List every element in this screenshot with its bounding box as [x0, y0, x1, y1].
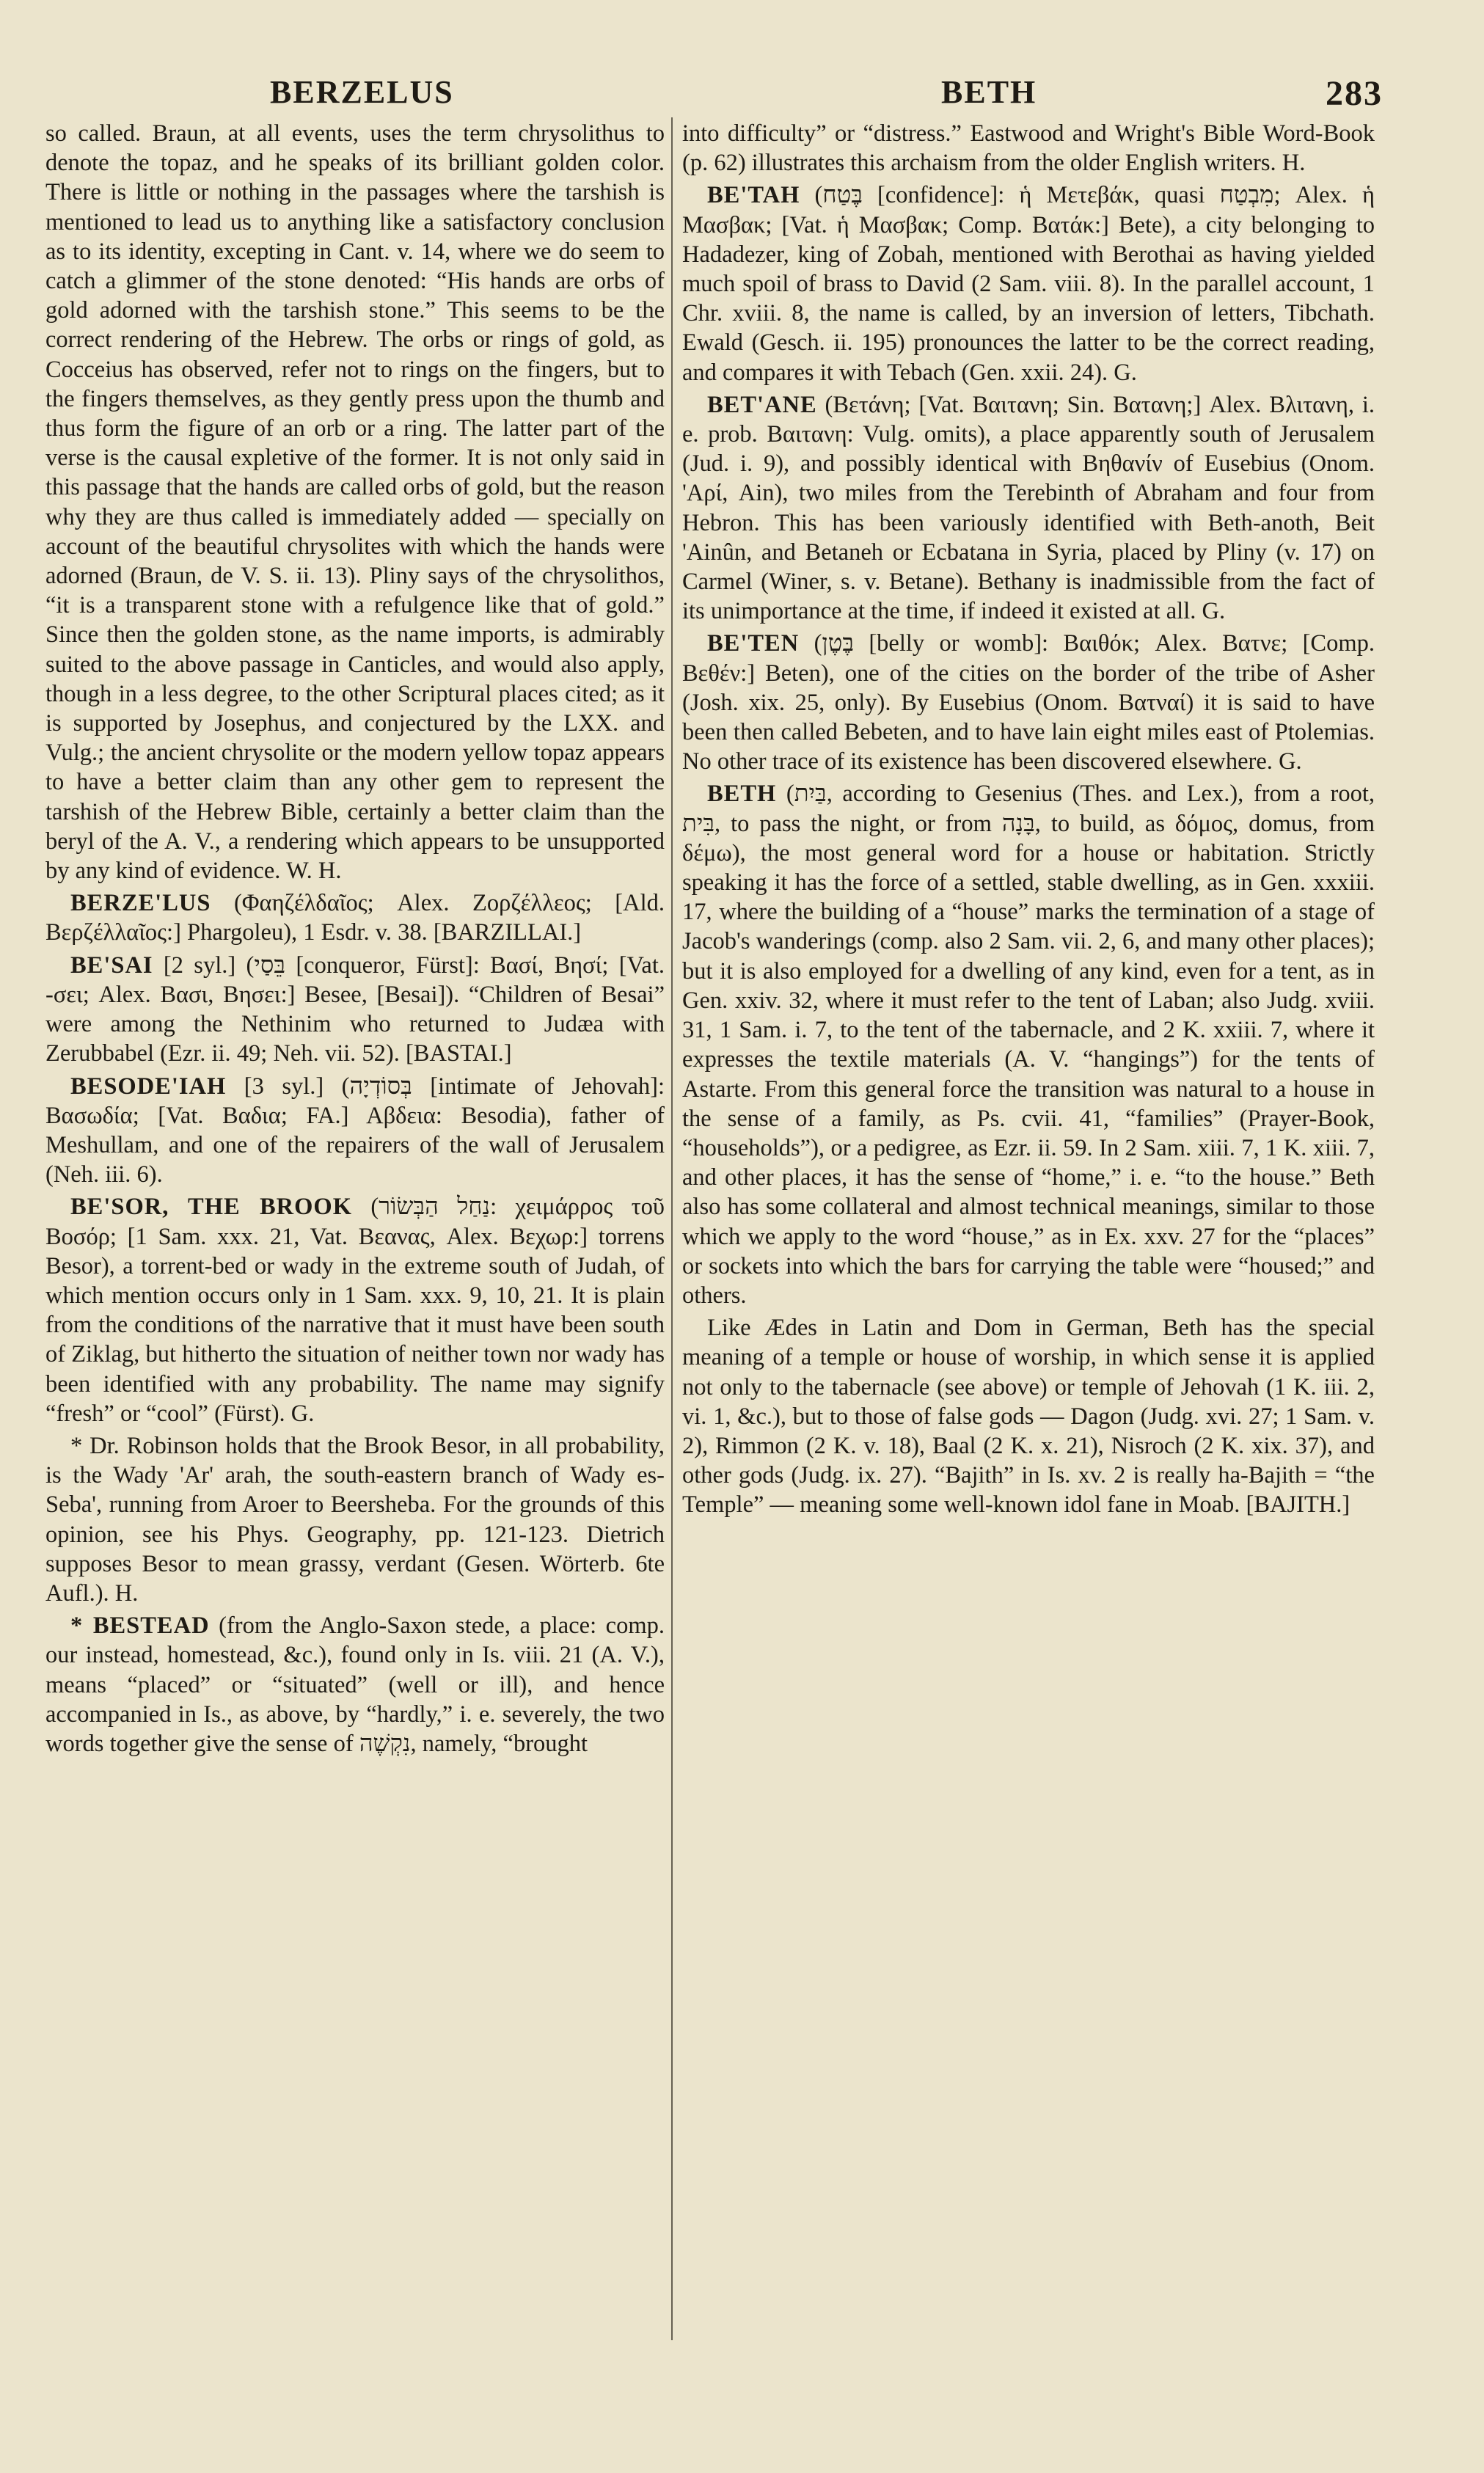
entry-signature: G.: [290, 1400, 315, 1427]
entry-besor-note: [45, 1431, 665, 1608]
column-rule: [671, 117, 673, 2340]
entry-signature: H.: [1282, 150, 1306, 177]
entry-text: into difficulty” or “distress.” Eastwood and Wright's Bible Word-Book (p. 62) illustrates this archaism from the older English writers.: [682, 120, 1375, 177]
entry-text: Like Ædes in Latin and Dom in German, Beth has the special meaning of a temple or house of worship, in which sense it is applied not only to the tabernacle (see above) or temple of Jehovah (1 K. iii. 2, vi. 1, &c.), but to those of false gods — Dagon (Judg. xvi. 27; 1 Sam. v. 2), Rimmon (2 K. v. 18), Baal (2 K. x. 21), Nisroch (2 K. xix. 37), and other gods (Judg. ix. 27). “Bajith” in Is. xv. 2 is really ha-Bajith = “the Temple” — meaning some well-known idol fane in Moab. [BAJITH.]: [682, 1315, 1375, 1519]
entry-berzelus: [45, 888, 665, 947]
entry-besai: [45, 951, 665, 1069]
entry-signature: G.: [1202, 598, 1226, 625]
entry-headword: BE'TAH: [707, 182, 800, 209]
entry-text: (Βετάνη; [Vat. Βαιτανη; Sin. Βατανη;] Alex. Βλιτανη, i. e. prob. Βαιτανη: Vulg. omits), a place apparently south of Jerusalem (Jud. i. 9), and possibly identical with Βηθανίν of Eusebius (Onom. 'Αρί, Ain), two miles from the Terebinth of Abraham and four from Hebron. This has been variously identified with Beth-anoth, Beit 'Ainûn, and Betaneh or Ecbatana in Syria, placed by Pliny (v. 17) on Carmel (Winer, s. v. Betane). Bethany is inadmissible from the fact of its unimportance at the time, if indeed it existed at all.: [682, 391, 1375, 625]
entry-text: (נַחַל הַבְּשׂוֹר: χειμάρρος τοῦ Βοσόρ; [1 Sam. xxx. 21, Vat. Βεανας, Alex. Βεχωρ:] torrens Besor), a torrent-bed or wady in the extreme south of Judah, of which mention occurs only in 1 Sam. xxx. 9, 10, 21. It is plain from the conditions of the narrative that it must have been south of Ziklag, but hitherto the situation of neither town nor wady has been identified with any probability. The name may signify “fresh” or “cool” (Fürst).: [45, 1194, 665, 1427]
entry-headword: BE'SAI: [70, 951, 153, 979]
right-column: [682, 119, 1375, 1523]
entry-continuation: [45, 119, 665, 885]
entry-text: (בֶּטֶן [belly or womb]: Βαιθόκ; Alex. Βατνε; [Comp. Βεθέν:] Beten), one of the cities on the border of the tribe of Asher (Josh. xix. 25, only). By Eusebius (Onom. Βατναί) it is said to have been then called Bebeten, and to have lain eight miles east of Ptolemias. No other trace of its existence has been discovered elsewhere.: [682, 630, 1375, 775]
entry-signature: W. H.: [285, 858, 342, 885]
entry-signature: H.: [114, 1579, 139, 1607]
entry-besor: [45, 1192, 665, 1428]
entry-headword: BESODE'IAH: [70, 1073, 227, 1100]
entry-beth: [682, 779, 1375, 1310]
running-head-center: BETH: [941, 74, 1037, 110]
entry-headword: BETH: [707, 781, 777, 808]
page-number: 283: [1326, 74, 1383, 113]
entry-text: (בֶּטַח [confidence]: ἡ Μετεβάκ, quasi מִבְטַח; Alex. ἡ Μασβακ; [Vat. ἡ Μασβακ; Comp. Βατάκ:] Bete), a city belonging to Hadadezer, king of Zobah, mentioned with Berothai as having yielded much spoil of brass to David (2 Sam. viii. 8). In the parallel account, 1 Chr. xviii. 8, the name is called, by an inversion of letters, Tibchath. Ewald (Gesch. ii. 195) pronounces the latter to be the correct reading, and compares it with Tebach (Gen. xxii. 24).: [682, 182, 1375, 386]
entry-headword: BET'ANE: [707, 391, 817, 418]
entry-text: * Dr. Robinson holds that the Brook Besor, in all probability, is the Wady 'Ar' arah, the south-eastern branch of Wady es-Seba', running from Aroer to Beersheba. For the grounds of this opinion, see his Phys. Geography, pp. 121-123. Dietrich supposes Besor to mean grassy, verdant (Gesen. Wörterb. 6te Aufl.).: [45, 1432, 665, 1607]
entry-text: (בַּיִת, according to Gesenius (Thes. and Lex.), from a root, בִּית, to pass the night, or from בָּנָה, to build, as δόμος, domus, from δέμω), the most general word for a house or habitation. Strictly speaking it has the force of a settled, stable dwelling, as in Gen. xxxiii. 17, where the building of a “house” marks the termination of a stage of Jacob's wanderings (comp. also 2 Sam. vii. 2, 6, and many other places); but it is also employed for a dwelling of any kind, even for a tent, as in Gen. xxiv. 32, where it must refer to the tent of Laban; also Judg. xviii. 31, 1 Sam. i. 7, to the tent of the tabernacle, and 2 K. xxiii. 7, where it expresses the textile materials (A. V. “hangings”) for the tents of Astarte. From this general force the transition was natural to a house in the sense of a family, as Ps. cvii. 41, “families” (Prayer-Book, “households”), or a pedigree, as Ezr. ii. 59. In 2 Sam. xiii. 7, 1 K. xiii. 7, and other places, it has the sense of “home,” i. e. “to the house.” Beth also has some collateral and almost technical meanings, similar to those which we apply to the word “house,” as in Ex. xxv. 27 for the “places” or sockets into which the bars for carrying the table were “housed;” and others.: [682, 781, 1375, 1309]
entry-beten: [682, 629, 1375, 776]
entry-signature: G.: [1114, 359, 1137, 386]
entry-text: (Φαηζέλδαῖος; Alex. Ζορζέλλεος; [Ald. Βερζέλλαῖος:] Phargoleu), 1 Esdr. v. 38. [BARZILLAI.]: [45, 890, 665, 946]
entry-headword: BERZE'LUS: [70, 890, 211, 917]
entry-headword: BE'SOR, THE BROOK: [70, 1194, 352, 1221]
entry-betane: [682, 390, 1375, 627]
entry-text: [3 syl.] (בְּסוֹדְיָה [intimate of Jehovah]: Βασωδία; [Vat. Βαδια; FA.] Αβδεια: Besodia), father of Meshullam, and one of the repairers of the wall of Jerusalem (Neh. iii. 6).: [45, 1073, 665, 1188]
entry-continuation: [682, 119, 1375, 178]
entry-beth-temple: [682, 1313, 1375, 1519]
entry-headword: * BESTEAD: [70, 1612, 210, 1640]
entry-text: (from the Anglo-Saxon stede, a place: comp. our instead, homestead, &c.), found only in Is. viii. 21 (A. V.), means “placed” or “situated” (well or ill), and hence accompanied in Is., as above, by “hardly,” i. e. severely, the two words together give the sense of נִקְשֶׁה, namely, “brought: [45, 1612, 665, 1757]
left-column: [45, 119, 665, 1761]
entry-text: so called. Braun, at all events, uses the term chrysolithus to denote the topaz, and he speaks of its brilliant golden color. There is little or nothing in the passages where the tarshish is mentioned to lead us to anything like a satisfactory conclusion as to its identity, excepting in Cant. v. 14, where we do seem to catch a glimmer of the stone denoted: “His hands are orbs of gold adorned with the tarshish stone.” This seems to be the correct rendering of the Hebrew. The orbs or rings of gold, as Cocceius has observed, refer not to rings on the fingers, but to the fingers themselves, as they gently press upon the thumb and thus form the figure of an orb or a ring. The latter part of the verse is the causal expletive of the former. It is not only said in this passage that the hands are called orbs of gold, but the reason why they are thus called is immediately added — specially on account of the beautiful chrysolites with which the hands were adorned (Braun, de V. S. ii. 13). Pliny says of the chrysolithos, “it is a transparent stone with a refulgence like that of gold.” Since then the golden stone, as the name imports, is admirably suited to the above passage in Canticles, and would also apply, though in a less degree, to the other Scriptural places cited; as it is supported by Josephus, and conjectured by the LXX. and Vulg.; the ancient chrysolite or the modern yellow topaz appears to have a better claim than any other gem to represent the tarshish of the Hebrew Bible, certainly a better claim than the beryl of the A. V., a rendering which appears to be unsupported by any kind of evidence.: [45, 120, 665, 885]
running-head-left: BERZELUS: [270, 74, 454, 110]
entry-bestead: [45, 1611, 665, 1758]
entry-text: [2 syl.] (בֵּסַי [conqueror, Fürst]: Βασί, Βησί; [Vat. -σει; Alex. Βασι, Βησει:] Besee, [Besai]). “Children of Besai” were among the Nethinim who returned to Judæa with Zerubbabel (Ezr. ii. 49; Neh. vii. 52). [BASTAI.]: [45, 951, 665, 1067]
entry-besodeiah: [45, 1072, 665, 1190]
entry-betah: [682, 180, 1375, 387]
entry-headword: BE'TEN: [707, 630, 800, 657]
entry-signature: G.: [1279, 748, 1302, 775]
